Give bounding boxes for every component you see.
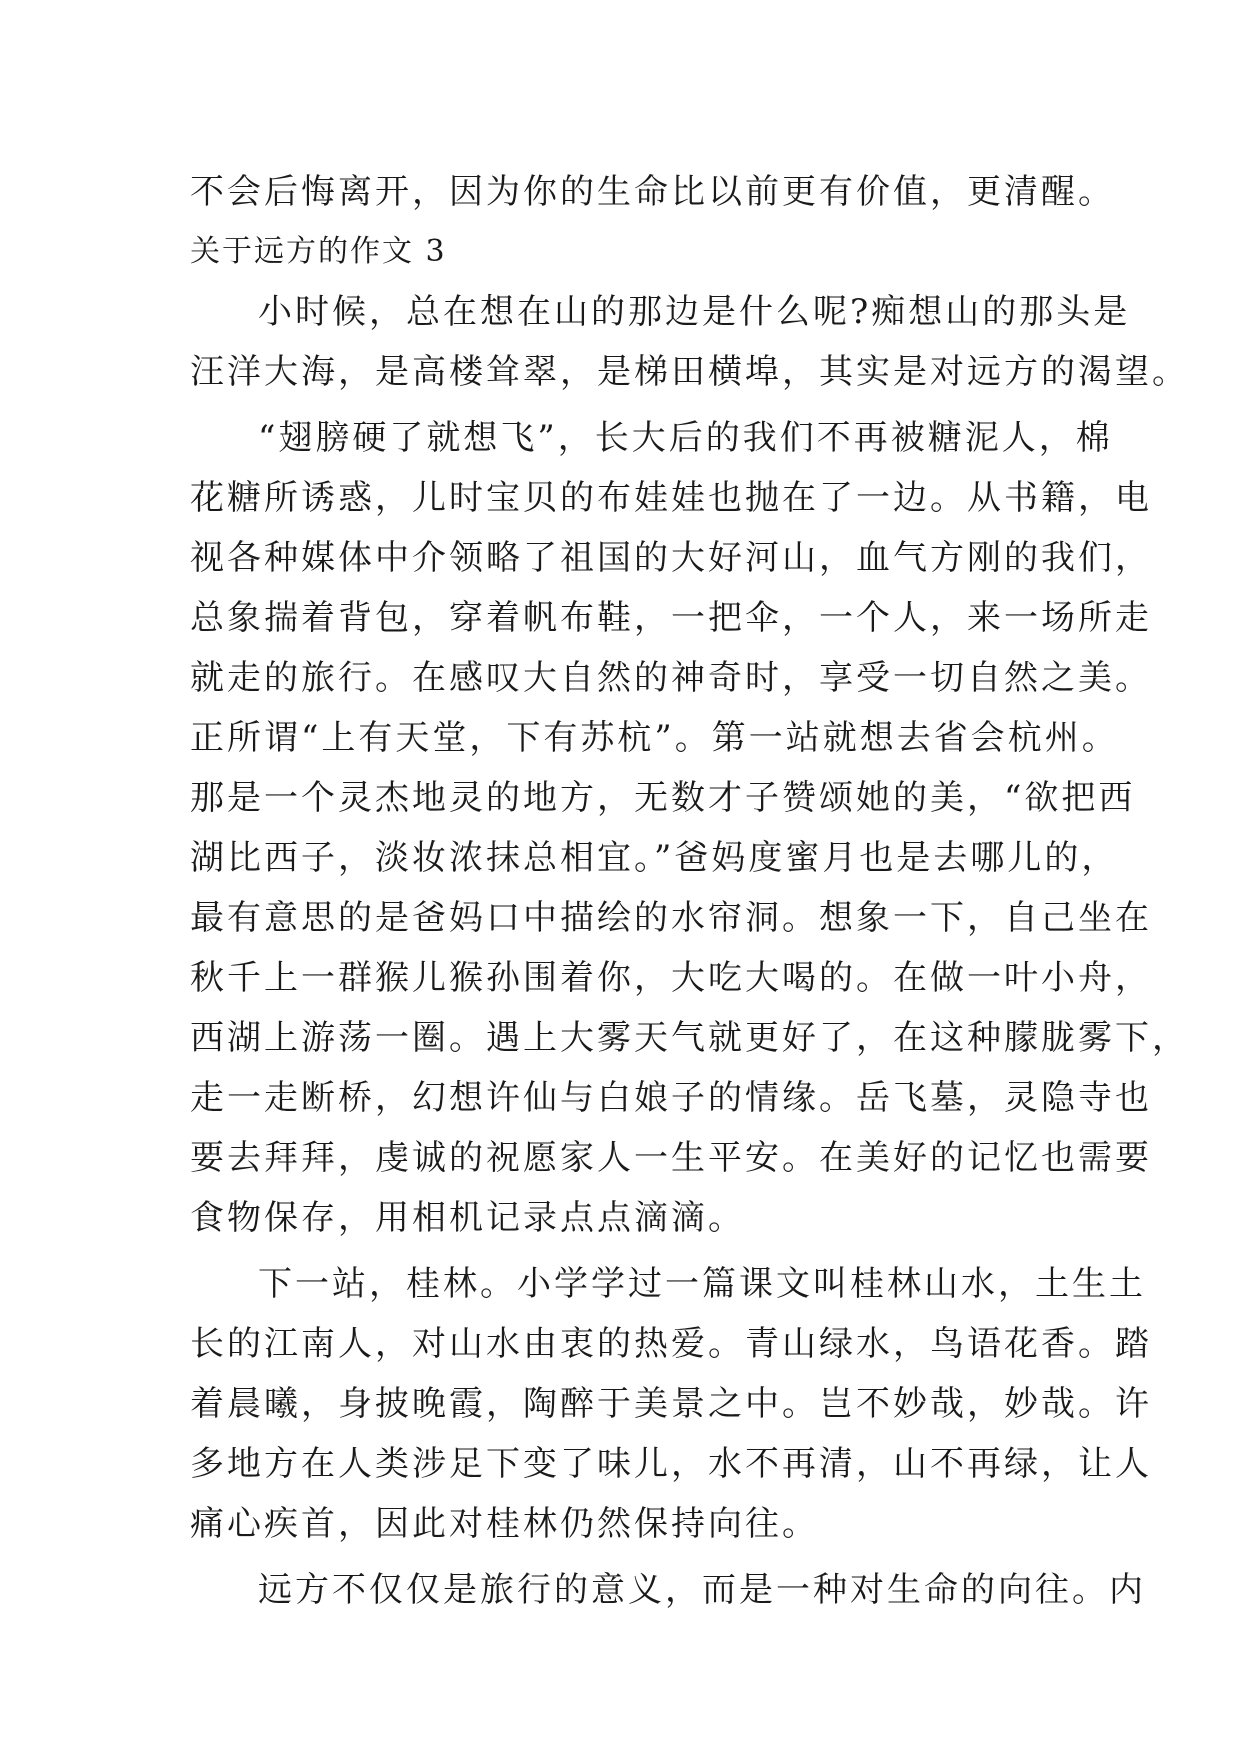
paragraph-line: “翅膀硬了就想飞”，长大后的我们不再被糖泥人，棉 bbox=[258, 418, 1113, 458]
paragraph-line: 西湖上游荡一圈。遇上大雾天气就更好了，在这种朦胧雾下， bbox=[190, 1018, 1189, 1058]
paragraph-4 bbox=[190, 1560, 1146, 1620]
paragraph-line: 正所谓“上有天堂，下有苏杭”。第一站就想去省会杭州。 bbox=[190, 718, 1119, 758]
paragraph-line: 湖比西子，淡妆浓抹总相宜。”爸妈度蜜月也是去哪儿的， bbox=[190, 838, 1119, 878]
paragraph-line: 食物保存，用相机记录点点滴滴。 bbox=[190, 1198, 745, 1238]
paragraph-line: 总象揣着背包，穿着帆布鞋，一把伞，一个人，来一场所走 bbox=[190, 598, 1152, 638]
paragraph-line: 视各种媒体中介领略了祖国的大好河山，血气方刚的我们， bbox=[190, 538, 1152, 578]
paragraph-1 bbox=[190, 282, 1189, 402]
paragraph-line: 要去拜拜，虔诚的祝愿家人一生平安。在美好的记忆也需要 bbox=[190, 1138, 1152, 1178]
paragraph-line: 多地方在人类涉足下变了味儿，水不再清，山不再绿，让人 bbox=[190, 1444, 1152, 1484]
paragraph-line: 远方不仅仅是旅行的意义，而是一种对生命的向往。内 bbox=[258, 1570, 1146, 1610]
paragraph-line: 花糖所诱惑，儿时宝贝的布娃娃也抛在了一边。从书籍，电 bbox=[190, 478, 1152, 518]
paragraph-2 bbox=[190, 408, 1189, 1248]
paragraph-line: 秋千上一群猴儿猴孙围着你，大吃大喝的。在做一叶小舟， bbox=[190, 958, 1152, 998]
paragraph-3 bbox=[190, 1254, 1152, 1554]
paragraph-line: 就走的旅行。在感叹大自然的神奇时，享受一切自然之美。 bbox=[190, 658, 1152, 698]
intro-line: 不会后悔离开，因为你的生命比以前更有价值，更清醒。 bbox=[190, 172, 1115, 212]
paragraph-line: 痛心疾首，因此对桂林仍然保持向往。 bbox=[190, 1504, 819, 1544]
document-body bbox=[190, 162, 1189, 1620]
paragraph-line: 下一站，桂林。小学学过一篇课文叫桂林山水，土生土 bbox=[258, 1264, 1146, 1304]
paragraph-line: 最有意思的是爸妈口中描绘的水帘洞。想象一下，自己坐在 bbox=[190, 898, 1152, 938]
paragraph-line: 走一走断桥，幻想许仙与白娘子的情缘。岳飞墓，灵隐寺也 bbox=[190, 1078, 1152, 1118]
paragraph-line: 长的江南人，对山水由衷的热爱。青山绿水，鸟语花香。踏 bbox=[190, 1324, 1152, 1364]
paragraph-line: 那是一个灵杰地灵的地方，无数才子赞颂她的美，“欲把西 bbox=[190, 778, 1136, 818]
paragraph-line: 着晨曦，身披晚霞，陶醉于美景之中。岂不妙哉，妙哉。许 bbox=[190, 1384, 1152, 1424]
paragraph-line: 汪洋大海，是高楼耸翠，是梯田横埠，其实是对远方的渴望。 bbox=[190, 352, 1189, 392]
paragraph-line: 小时候，总在想在山的那边是什么呢?痴想山的那头是 bbox=[258, 292, 1131, 332]
section-title: 关于远方的作文 3 bbox=[190, 234, 447, 269]
